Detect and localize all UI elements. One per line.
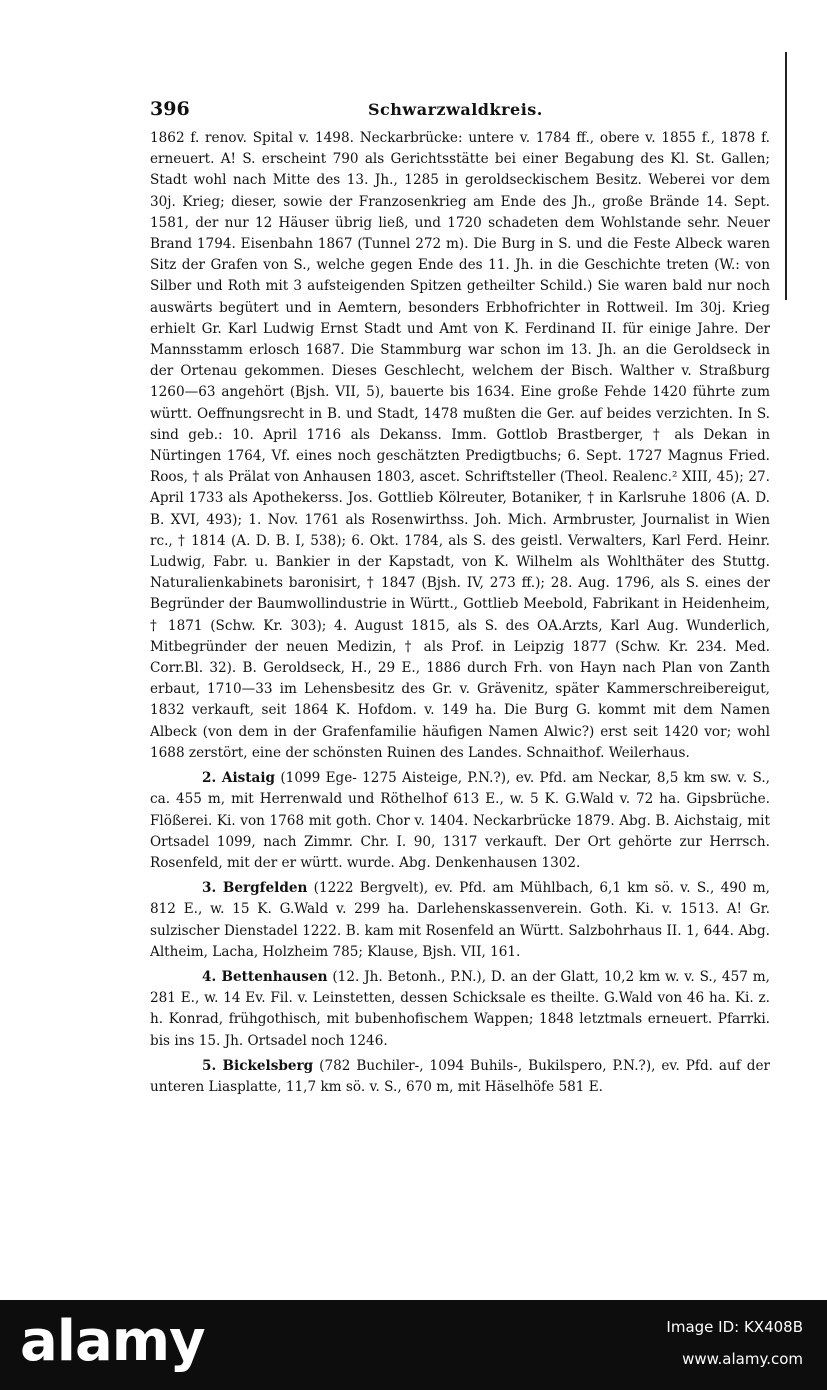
entry-5-head: 5. Bickelsberg (202, 1057, 314, 1074)
stock-url: www.alamy.com (682, 1350, 803, 1368)
paragraph-1: 1862 f. renov. Spital v. 1498. Neckarbrücke: untere v. 1784 ff., obere v. 1855 f., 1878 f. erneuert. A! S. erscheint 790 als Gerichtsstätte bei einer Begabung des Kl. St. Gallen; Stadt wohl nach Mitte des 13. Jh., 1285 in geroldseckischem Besitz. Weberei vor dem 30j. Krieg; dieser, sowie der Franzosenkrieg am Ende des Jh., große Brände 14. Sept. 1581, der nur 12 Häuser übrig ließ, und 1720 schadeten dem Wohlstande sehr. Neuer Brand 1794. Eisenbahn 1867 (Tunnel 272 m). Die Burg in S. und die Feste Albeck waren Sitz der Grafen von S., welche gegen Ende des 11. Jh. in die Geschichte treten (W.: von Silber und Roth mit 3 aufsteigenden Spitzen getheilter Schild.) Sie waren bald nur noch auswärts begütert und in Aemtern, besonders Erbhofrichter in Rottweil. Im 30j. Krieg erhielt Gr. Karl Ludwig Ernst Stadt und Amt von K. Ferdinand II. für einige Jahre. Der Mannsstamm erlosch 1687. Die Stammburg war schon im 13. Jh. an die Geroldseck in der Ortenau gekommen. Dieses Geschlecht, welchem der Bisch. Walther v. Straßburg 1260—63 angehört (Bjsh. VII, 5), bauerte bis 1634. Eine große Fehde 1420 führte zum württ. Oeffnungsrecht in B. und Stadt, 1478 mußten die Ger. auf beides verzichten. In S. sind geb.: 10. April 1716 als Dekanss. Imm. Gottlob Brastberger, † als Dekan in Nürtingen 1764, Vf. eines noch geschätzten Predigtbuchs; 6. Sept. 1727 Magnus Fried. Roos, † als Prälat von Anhausen 1803, ascet. Schriftsteller (Theol. Realenc.² XIII, 45); 27. April 1733 als Apothekerss. Jos. Gottlieb Kölreuter, Botaniker, † in Karlsruhe 1806 (A. D. B. XVI, 493); 1. Nov. 1761 als Rosenwirthss. Joh. Mich. Armbruster, Journalist in Wien rc., † 1814 (A. D. B. I, 538); 6. Okt. 1784, als S. des geistl. Verwalters, Karl Ferd. Heinr. Ludwig, Fabr. u. Bankier in der Kapstadt, von K. Wilhelm als Wohlthäter des Stuttg. Naturalienkabinets baronisirt, † 1847 (Bjsh. IV, 273 ff.); 28. Aug. 1796, als S. eines der Begründer der Baumwollindustrie in Württ., Gottlieb Meebold, Fabrikant in Heidenheim, † 1871 (Schw. Kr. 303); 4. August 1815, als S. des OA.Arzts, Karl Aug. Wunderlich, Mitbegründer der neuen Medizin, † als Prof. in Leipzig 1877 (Schw. Kr. 234. Med. Corr.Bl. 32). B. Geroldseck, H., 29 E., 1886 durch Frh. von Hayn nach Plan von Zanth erbaut, 1710—33 im Lehensbesitz des Gr. v. Grävenitz, später Kammerschreibereigut, 1832 verkauft, seit 1864 K. Hofdom. v. 149 ha. Die Burg G. kommt mit dem Namen Albeck (von dem in der Grafenfamilie häufigen Namen Alwic?) erst seit 1420 vor; wohl 1688 zerstört, eine der schönsten Ruinen des Landes. Schnaithof. Weilerhaus. (150, 130, 770, 761)
brand-logo: alamy (20, 1309, 205, 1374)
entry-4-head: 4. Bettenhausen (202, 968, 328, 985)
margin-rule (785, 52, 787, 300)
entry-3-text: (1222 Bergvelt), ev. Pfd. am Mühlbach, 6,1 km sö. v. S., 490 m, 812 E., w. 15 K. G.Wald v. 299 ha. Darlehenskassenverein. Goth. Ki. v. 1513. A! Gr. sulzischer Dienstadel 1222. B. kam mit Rosenfeld an Württ. Salzbohrhaus II. 1, 644. Abg. Altheim, Lacha, Holzheim 785; Klause, Bjsh. VII, 161. (150, 880, 770, 960)
page-number: 396 (150, 98, 190, 120)
running-head: Schwarzwaldkreis. (368, 100, 543, 119)
entry-2-text: (1099 Ege- 1275 Aisteige, P.N.?), ev. Pfd. am Neckar, 8,5 km sw. v. S., ca. 455 m, mit Herrenwald und Röthelhof 613 E., w. 5 K. G.Wald v. 72 ha. Gipsbrüche. Flößerei. Ki. von 1768 mit goth. Chor v. 1404. Neckarbrücke 1879. Abg. B. Aichstaig, mit Ortsadel 1099, nach Zimmr. Chr. I. 90, 1317 verkauft. Der Ort gehörte zur Herrsch. Rosenfeld, mit der er württ. wurde. Abg. Denkenhausen 1302. (150, 770, 770, 871)
image-id: Image ID: KX408B (666, 1318, 803, 1336)
entry-5-text: (782 Buchiler-, 1094 Buhils-, Bukilspero, P.N.?), ev. Pfd. auf der unteren Liasplatte, 11,7 km sö. v. S., 670 m, mit Häselhöfe 581 E. (150, 1057, 770, 1095)
entry-4 (150, 967, 770, 1052)
entry-4-text: (12. Jh. Betonh., P.N.), D. an der Glatt, 10,2 km w. v. S., 457 m, 281 E., w. 14 Ev. Fil. v. Leinstetten, dessen Schicksale es theilte. G.Wald von 46 ha. Ki. z. h. Konrad, frühgothisch, mit bubenhofischem Wappen; 1848 letztmals erneuert. Pfarrki. bis ins 15. Jh. Ortsadel noch 1246. (150, 968, 770, 1049)
entry-2-head: 2. Aistaig (202, 770, 276, 787)
page-header (150, 98, 770, 122)
entry-5 (150, 1056, 770, 1098)
entry-3 (150, 878, 770, 963)
body-text (150, 128, 770, 1098)
stock-watermark-bar (0, 1300, 827, 1390)
entry-3-head: 3. Bergfelden (202, 880, 308, 897)
entry-2 (150, 768, 770, 874)
